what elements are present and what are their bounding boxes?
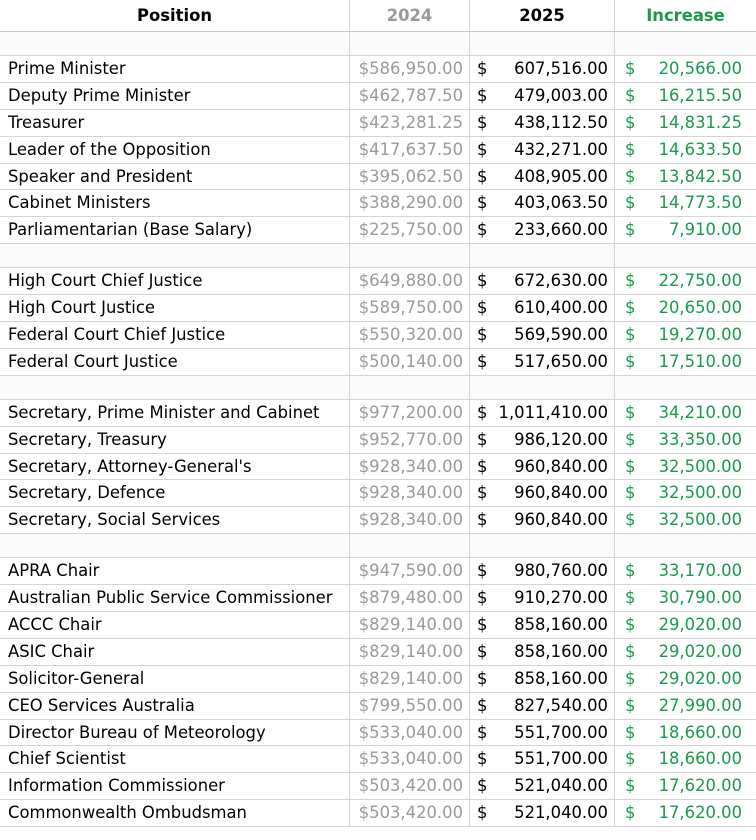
cell-2024[interactable]: [350, 534, 470, 557]
value-2025: 858,160.00: [514, 615, 608, 635]
table-row: [0, 507, 756, 534]
cell-position[interactable]: Secretary, Attorney-General's: [0, 454, 350, 480]
cell-position[interactable]: Information Commissioner: [0, 773, 350, 799]
currency-symbol: $: [477, 803, 488, 823]
currency-symbol: $: [477, 588, 488, 608]
cell-increase[interactable]: [615, 480, 756, 506]
cell-2025[interactable]: [470, 349, 615, 375]
cell-increase[interactable]: [615, 800, 756, 826]
cell-2024[interactable]: $928,340.00: [350, 507, 470, 533]
cell-2024[interactable]: [350, 376, 470, 399]
cell-2025[interactable]: [470, 693, 615, 719]
value-increase: 17,620.00: [658, 803, 742, 823]
cell-position[interactable]: Federal Court Justice: [0, 349, 350, 375]
cell-position[interactable]: High Court Chief Justice: [0, 268, 350, 294]
value-2025: 432,271.00: [514, 139, 608, 159]
value-increase: 33,350.00: [658, 429, 742, 449]
cell-increase[interactable]: [615, 32, 756, 55]
header-row: [0, 0, 756, 32]
value-increase: 20,566.00: [658, 59, 742, 78]
currency-symbol: $: [625, 695, 636, 715]
header-position[interactable]: Position: [0, 0, 350, 31]
table-row: [0, 480, 756, 507]
cell-2025[interactable]: [470, 773, 615, 799]
value-increase: 34,210.00: [658, 402, 742, 422]
value-increase: 19,270.00: [658, 325, 742, 345]
cell-position[interactable]: Australian Public Service Commissioner: [0, 585, 350, 611]
cell-2024[interactable]: [350, 244, 470, 267]
header-2024[interactable]: 2024: [350, 0, 470, 31]
value-increase: 17,620.00: [658, 776, 742, 796]
cell-2025[interactable]: [470, 190, 615, 216]
blank-row: [0, 244, 756, 268]
table-row: [0, 666, 756, 693]
table-row: [0, 612, 756, 639]
cell-2024[interactable]: $952,770.00: [350, 427, 470, 453]
currency-symbol: $: [477, 668, 488, 688]
currency-symbol: $: [625, 59, 636, 78]
value-increase: 29,020.00: [658, 615, 742, 635]
cell-position[interactable]: Speaker and President: [0, 164, 350, 190]
cell-2024[interactable]: $928,340.00: [350, 480, 470, 506]
cell-position[interactable]: APRA Chair: [0, 558, 350, 584]
cell-2025[interactable]: [470, 612, 615, 638]
cell-position[interactable]: Solicitor-General: [0, 666, 350, 692]
cell-2024[interactable]: $829,140.00: [350, 612, 470, 638]
table-row: [0, 639, 756, 666]
table-row: [0, 720, 756, 747]
cell-increase[interactable]: [615, 454, 756, 480]
currency-symbol: $: [477, 722, 488, 742]
currency-symbol: $: [477, 429, 488, 449]
cell-position[interactable]: Leader of the Opposition: [0, 137, 350, 163]
cell-2025[interactable]: [470, 217, 615, 243]
cell-2025[interactable]: [470, 137, 615, 163]
cell-2024[interactable]: $829,140.00: [350, 666, 470, 692]
currency-symbol: $: [477, 325, 488, 345]
cell-2024[interactable]: $799,550.00: [350, 693, 470, 719]
value-increase: 13,842.50: [658, 166, 742, 186]
cell-position[interactable]: Federal Court Chief Justice: [0, 322, 350, 348]
value-2025: 551,700.00: [514, 749, 608, 769]
table-row: [0, 164, 756, 191]
value-2025: 517,650.00: [514, 351, 608, 371]
currency-symbol: $: [477, 271, 488, 291]
cell-increase[interactable]: [615, 164, 756, 190]
cell-position[interactable]: [0, 534, 350, 557]
cell-2025[interactable]: [470, 376, 615, 399]
cell-2025[interactable]: [470, 295, 615, 321]
value-2025: 479,003.00: [514, 85, 608, 105]
table-row: [0, 268, 756, 295]
currency-symbol: $: [625, 776, 636, 796]
cell-increase[interactable]: [615, 612, 756, 638]
currency-symbol: $: [625, 166, 636, 186]
cell-increase[interactable]: [615, 693, 756, 719]
cell-increase[interactable]: [615, 639, 756, 665]
value-2025: 521,040.00: [514, 803, 608, 823]
currency-symbol: $: [477, 402, 488, 422]
cell-position[interactable]: Secretary, Treasury: [0, 427, 350, 453]
cell-position[interactable]: ACCC Chair: [0, 612, 350, 638]
cell-2024[interactable]: $586,950.00: [350, 56, 470, 82]
currency-symbol: $: [625, 85, 636, 105]
currency-symbol: $: [477, 561, 488, 581]
cell-increase[interactable]: [615, 376, 756, 399]
table-body: [0, 32, 756, 827]
value-2025: 438,112.50: [514, 112, 608, 132]
cell-2024[interactable]: $550,320.00: [350, 322, 470, 348]
table-row: [0, 83, 756, 110]
currency-symbol: $: [477, 510, 488, 530]
currency-symbol: $: [625, 749, 636, 769]
currency-symbol: $: [625, 139, 636, 159]
value-2025: 910,270.00: [514, 588, 608, 608]
cell-increase[interactable]: [615, 217, 756, 243]
cell-2024[interactable]: $879,480.00: [350, 585, 470, 611]
cell-2024[interactable]: $395,062.50: [350, 164, 470, 190]
value-increase: 14,831.25: [658, 112, 742, 132]
value-2025: 960,840.00: [514, 456, 608, 476]
cell-2025[interactable]: [470, 800, 615, 826]
cell-position[interactable]: Parliamentarian (Base Salary): [0, 217, 350, 243]
cell-increase[interactable]: [615, 110, 756, 136]
value-2025: 858,160.00: [514, 668, 608, 688]
cell-increase[interactable]: [615, 137, 756, 163]
cell-2024[interactable]: [350, 32, 470, 55]
table-row: [0, 800, 756, 827]
currency-symbol: $: [625, 561, 636, 581]
cell-2024[interactable]: $977,200.00: [350, 400, 470, 426]
currency-symbol: $: [625, 402, 636, 422]
currency-symbol: $: [625, 641, 636, 661]
currency-symbol: $: [477, 749, 488, 769]
cell-position[interactable]: Commonwealth Ombudsman: [0, 800, 350, 826]
cell-2024[interactable]: $225,750.00: [350, 217, 470, 243]
cell-increase[interactable]: [615, 746, 756, 772]
cell-2025[interactable]: [470, 244, 615, 267]
table-row: [0, 295, 756, 322]
table-row: [0, 400, 756, 427]
cell-2024[interactable]: $533,040.00: [350, 720, 470, 746]
currency-symbol: $: [625, 456, 636, 476]
cell-position[interactable]: CEO Services Australia: [0, 693, 350, 719]
value-increase: 30,790.00: [658, 588, 742, 608]
value-2025: 960,840.00: [514, 510, 608, 530]
cell-position[interactable]: Cabinet Ministers: [0, 190, 350, 216]
cell-increase[interactable]: [615, 427, 756, 453]
currency-symbol: $: [625, 271, 636, 291]
currency-symbol: $: [625, 722, 636, 742]
cell-2024[interactable]: $462,787.50: [350, 83, 470, 109]
cell-2025[interactable]: [470, 56, 615, 82]
currency-symbol: $: [477, 139, 488, 159]
value-increase: 32,500.00: [658, 456, 742, 476]
value-2025: 403,063.50: [514, 193, 608, 213]
value-2025: 551,700.00: [514, 722, 608, 742]
value-increase: 29,020.00: [658, 641, 742, 661]
currency-symbol: $: [477, 193, 488, 213]
cell-2024[interactable]: $500,140.00: [350, 349, 470, 375]
value-2025: 980,760.00: [514, 561, 608, 581]
header-2025[interactable]: 2025: [470, 0, 615, 31]
value-increase: 32,500.00: [658, 483, 742, 503]
currency-symbol: $: [625, 483, 636, 503]
table-row: [0, 427, 756, 454]
table-row: [0, 349, 756, 376]
value-2025: 607,516.00: [514, 59, 608, 78]
cell-2024[interactable]: $423,281.25: [350, 110, 470, 136]
cell-2025[interactable]: [470, 746, 615, 772]
value-2025: 960,840.00: [514, 483, 608, 503]
cell-position[interactable]: Treasurer: [0, 110, 350, 136]
cell-increase[interactable]: [615, 558, 756, 584]
cell-2024[interactable]: $928,340.00: [350, 454, 470, 480]
currency-symbol: $: [625, 112, 636, 132]
cell-2024[interactable]: $417,637.50: [350, 137, 470, 163]
cell-2025[interactable]: [470, 400, 615, 426]
table-row: [0, 217, 756, 244]
cell-2025[interactable]: [470, 110, 615, 136]
cell-increase[interactable]: [615, 268, 756, 294]
cell-position[interactable]: Secretary, Defence: [0, 480, 350, 506]
table-row: [0, 585, 756, 612]
value-2025: 233,660.00: [514, 220, 608, 240]
currency-symbol: $: [477, 695, 488, 715]
cell-increase[interactable]: [615, 585, 756, 611]
cell-2025[interactable]: [470, 720, 615, 746]
currency-symbol: $: [625, 193, 636, 213]
cell-2024[interactable]: $649,880.00: [350, 268, 470, 294]
value-2025: 1,011,410.00: [498, 402, 608, 422]
cell-2025[interactable]: [470, 268, 615, 294]
cell-position[interactable]: [0, 376, 350, 399]
currency-symbol: $: [477, 351, 488, 371]
currency-symbol: $: [477, 776, 488, 796]
cell-2025[interactable]: [470, 558, 615, 584]
cell-2025[interactable]: [470, 507, 615, 533]
cell-2025[interactable]: [470, 480, 615, 506]
cell-2024[interactable]: $503,420.00: [350, 800, 470, 826]
value-increase: 20,650.00: [658, 298, 742, 318]
currency-symbol: $: [625, 298, 636, 318]
cell-increase[interactable]: [615, 534, 756, 557]
value-increase: 16,215.50: [658, 85, 742, 105]
currency-symbol: $: [477, 166, 488, 186]
cell-2025[interactable]: [470, 83, 615, 109]
value-2025: 408,905.00: [514, 166, 608, 186]
cell-position[interactable]: High Court Justice: [0, 295, 350, 321]
value-increase: 33,170.00: [658, 561, 742, 581]
value-increase: 32,500.00: [658, 510, 742, 530]
cell-2025[interactable]: [470, 322, 615, 348]
value-2025: 827,540.00: [514, 695, 608, 715]
blank-row: [0, 534, 756, 558]
cell-increase[interactable]: [615, 507, 756, 533]
cell-2024[interactable]: $388,290.00: [350, 190, 470, 216]
table-row: [0, 746, 756, 773]
cell-increase[interactable]: [615, 295, 756, 321]
cell-position[interactable]: Chief Scientist: [0, 746, 350, 772]
header-increase[interactable]: Increase: [646, 6, 725, 25]
cell-increase[interactable]: [615, 83, 756, 109]
value-increase: 14,633.50: [658, 139, 742, 159]
table-row: [0, 773, 756, 800]
currency-symbol: $: [625, 220, 636, 240]
currency-symbol: $: [477, 456, 488, 476]
table-row: [0, 322, 756, 349]
cell-increase[interactable]: [615, 773, 756, 799]
value-increase: 27,990.00: [658, 695, 742, 715]
currency-symbol: $: [477, 298, 488, 318]
currency-symbol: $: [477, 483, 488, 503]
table-row: [0, 137, 756, 164]
value-increase: 18,660.00: [658, 722, 742, 742]
cell-2025[interactable]: [470, 427, 615, 453]
cell-2024[interactable]: $947,590.00: [350, 558, 470, 584]
currency-symbol: $: [625, 429, 636, 449]
cell-2024[interactable]: $533,040.00: [350, 746, 470, 772]
table-row: [0, 110, 756, 137]
cell-2025[interactable]: [470, 32, 615, 55]
currency-symbol: $: [477, 615, 488, 635]
value-increase: 14,773.50: [658, 193, 742, 213]
cell-increase[interactable]: [615, 244, 756, 267]
table-row: [0, 190, 756, 217]
cell-2025[interactable]: [470, 534, 615, 557]
cell-2024[interactable]: $503,420.00: [350, 773, 470, 799]
currency-symbol: $: [625, 325, 636, 345]
cell-position[interactable]: Deputy Prime Minister: [0, 83, 350, 109]
cell-increase[interactable]: [615, 349, 756, 375]
blank-row: [0, 376, 756, 400]
cell-2024[interactable]: $829,140.00: [350, 639, 470, 665]
cell-increase[interactable]: [615, 720, 756, 746]
currency-symbol: $: [477, 85, 488, 105]
value-2025: 858,160.00: [514, 641, 608, 661]
cell-position[interactable]: ASIC Chair: [0, 639, 350, 665]
cell-2025[interactable]: [470, 454, 615, 480]
blank-row: [0, 32, 756, 56]
value-2025: 610,400.00: [514, 298, 608, 318]
cell-increase[interactable]: [615, 666, 756, 692]
value-increase: 29,020.00: [658, 668, 742, 688]
cell-increase[interactable]: [615, 400, 756, 426]
cell-position[interactable]: Director Bureau of Meteorology: [0, 720, 350, 746]
currency-symbol: $: [625, 803, 636, 823]
cell-position[interactable]: Secretary, Prime Minister and Cabinet: [0, 400, 350, 426]
cell-increase[interactable]: [615, 190, 756, 216]
value-2025: 521,040.00: [514, 776, 608, 796]
cell-increase[interactable]: [615, 56, 756, 82]
cell-2024[interactable]: $589,750.00: [350, 295, 470, 321]
cell-2025[interactable]: [470, 164, 615, 190]
cell-2025[interactable]: [470, 666, 615, 692]
cell-position[interactable]: Prime Minister: [0, 56, 350, 82]
currency-symbol: $: [477, 112, 488, 132]
value-increase: 18,660.00: [658, 749, 742, 769]
currency-symbol: $: [625, 351, 636, 371]
currency-symbol: $: [625, 510, 636, 530]
cell-2025[interactable]: [470, 585, 615, 611]
value-2025: 672,630.00: [514, 271, 608, 291]
table-row: [0, 56, 756, 83]
value-2025: 986,120.00: [514, 429, 608, 449]
value-increase: 17,510.00: [658, 351, 742, 371]
value-increase: 7,910.00: [669, 220, 742, 240]
currency-symbol: $: [625, 668, 636, 688]
table-row: [0, 693, 756, 720]
cell-2025[interactable]: [470, 639, 615, 665]
table-row: [0, 454, 756, 481]
currency-symbol: $: [625, 615, 636, 635]
table-row: [0, 558, 756, 585]
cell-position[interactable]: [0, 244, 350, 267]
cell-position[interactable]: Secretary, Social Services: [0, 507, 350, 533]
cell-increase[interactable]: [615, 322, 756, 348]
currency-symbol: $: [477, 641, 488, 661]
currency-symbol: $: [477, 220, 488, 240]
value-increase: 22,750.00: [658, 271, 742, 291]
currency-symbol: $: [477, 59, 488, 78]
value-2025: 569,590.00: [514, 325, 608, 345]
currency-symbol: $: [625, 588, 636, 608]
cell-position[interactable]: [0, 32, 350, 55]
